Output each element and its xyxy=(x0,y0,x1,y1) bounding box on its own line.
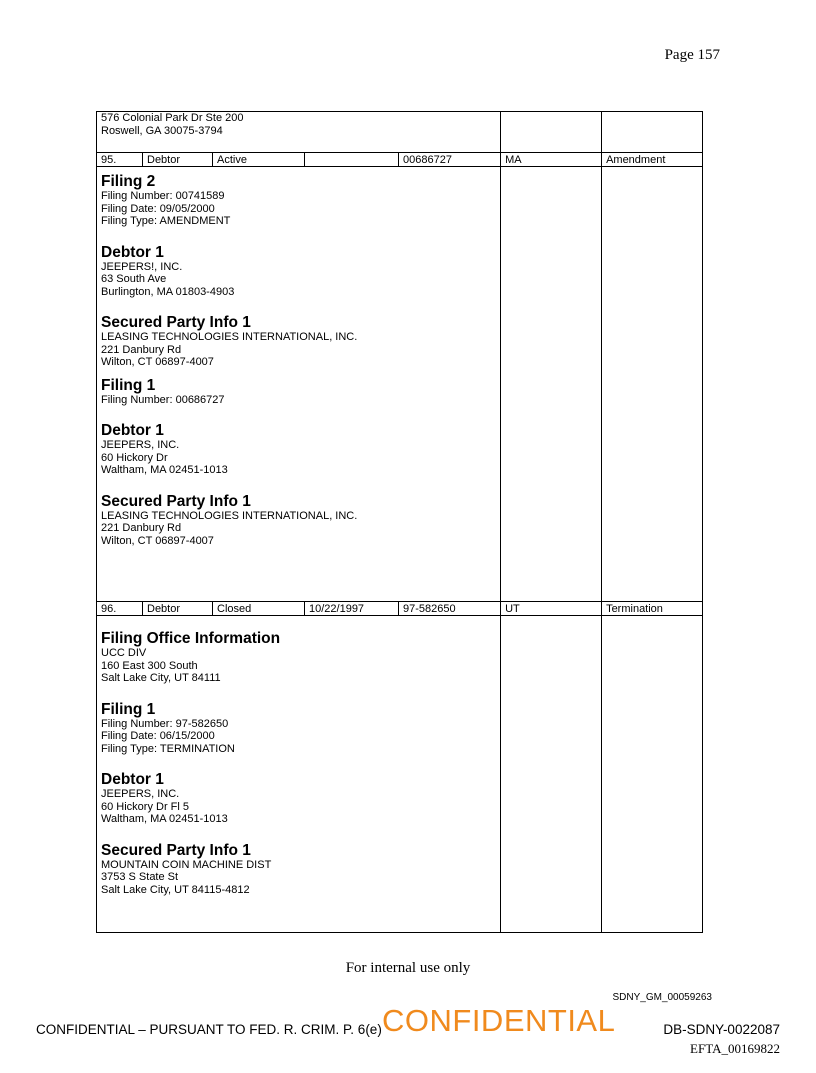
record-state: UT xyxy=(501,602,602,616)
record-type: Termination xyxy=(602,602,703,616)
section-line: LEASING TECHNOLOGIES INTERNATIONAL, INC. xyxy=(101,509,358,522)
section-line: 60 Hickory Dr Fl 5 xyxy=(101,800,190,813)
section-line: 60 Hickory Dr xyxy=(101,451,168,464)
internal-use-notice: For internal use only xyxy=(345,960,471,976)
section-heading: Secured Party Info 1 xyxy=(101,841,251,859)
efta-number: EFTA_00169822 xyxy=(690,1041,780,1056)
confidential-stamp: CONFIDENTIAL xyxy=(382,1003,616,1038)
record-role: Debtor xyxy=(143,153,213,167)
record-details xyxy=(97,167,501,602)
section-heading: Filing Office Information xyxy=(101,630,281,647)
blank-cell xyxy=(602,167,703,602)
address-line: 576 Colonial Park Dr Ste 200 xyxy=(101,112,244,124)
detail-section xyxy=(101,701,496,756)
section-line: Filing Type: TERMINATION xyxy=(101,742,235,755)
section-line: 63 South Ave xyxy=(101,273,167,285)
blank-cell xyxy=(501,616,602,933)
section-line: Burlington, MA 01803-4903 xyxy=(101,285,235,298)
section-heading: Secured Party Info 1 xyxy=(101,314,251,331)
record-date xyxy=(305,153,399,167)
sdny-bates-number: SDNY_GM_00059263 xyxy=(612,992,712,1003)
carryover-row xyxy=(97,112,703,153)
section-heading: Filing 1 xyxy=(101,376,156,394)
section-line: JEEPERS!, INC. xyxy=(101,260,183,273)
record-row-96 xyxy=(97,602,703,616)
detail-section xyxy=(101,493,496,548)
detail-section xyxy=(101,422,496,477)
blank-cell xyxy=(602,616,703,933)
section-line: LEASING TECHNOLOGIES INTERNATIONAL, INC. xyxy=(101,331,358,343)
section-line: Salt Lake City, UT 84115-4812 xyxy=(101,883,250,896)
detail-section xyxy=(101,842,496,897)
record-number: 96. xyxy=(97,602,143,616)
section-line: MOUNTAIN COIN MACHINE DIST xyxy=(101,858,272,871)
detail-section xyxy=(101,244,496,299)
section-line: 3753 S State St xyxy=(101,871,179,883)
section-line: UCC DIV xyxy=(101,647,147,659)
section-line: Wilton, CT 06897-4007 xyxy=(101,534,214,547)
record-file-number: 97-582650 xyxy=(399,602,501,616)
section-line: Filing Number: 00741589 xyxy=(101,190,225,202)
section-line: 221 Danbury Rd xyxy=(101,522,182,534)
record-role: Debtor xyxy=(143,602,213,616)
section-line: Filing Date: 09/05/2000 xyxy=(101,202,215,215)
section-heading: Debtor 1 xyxy=(101,771,164,788)
section-line: JEEPERS, INC. xyxy=(101,788,180,800)
db-bates-number: DB-SDNY-0022087 xyxy=(663,1022,780,1037)
section-line: 221 Danbury Rd xyxy=(101,343,182,356)
detail-section xyxy=(101,630,496,685)
section-heading: Filing 2 xyxy=(101,173,156,190)
confidential-notice: CONFIDENTIAL – PURSUANT TO FED. R. CRIM. P. 6(e) xyxy=(36,1022,382,1037)
section-line: Filing Number: 00686727 xyxy=(101,393,225,406)
section-line: Salt Lake City, UT 84111 xyxy=(101,672,221,684)
section-line: 160 East 300 South xyxy=(101,659,198,672)
record-type: Amendment xyxy=(602,153,703,167)
record-details xyxy=(97,616,501,933)
section-heading: Secured Party Info 1 xyxy=(101,492,251,510)
record-row-95 xyxy=(97,153,703,167)
detail-section xyxy=(101,173,496,228)
record-date: 10/22/1997 xyxy=(305,602,399,616)
record-number: 95. xyxy=(97,153,143,167)
blank-cell xyxy=(501,167,602,602)
carryover-address xyxy=(97,112,501,153)
section-line: Waltham, MA 02451-1013 xyxy=(101,464,228,476)
record-file-number: 00686727 xyxy=(399,153,501,167)
record-detail-96 xyxy=(97,616,703,933)
address-line: Roswell, GA 30075-3794 xyxy=(101,124,223,137)
section-line: Filing Date: 06/15/2000 xyxy=(101,730,215,742)
record-status: Active xyxy=(213,153,305,167)
blank-cell xyxy=(602,112,703,153)
section-line: JEEPERS, INC. xyxy=(101,439,180,451)
section-line: Filing Number: 97-582650 xyxy=(101,717,229,730)
detail-section xyxy=(101,314,496,369)
section-heading: Debtor 1 xyxy=(101,243,164,261)
section-line: Filing Type: AMENDMENT xyxy=(101,215,231,227)
detail-section xyxy=(101,377,496,407)
record-status: Closed xyxy=(213,602,305,616)
record-state: MA xyxy=(501,153,602,167)
ucc-filings-table xyxy=(96,111,703,933)
detail-section xyxy=(101,771,496,826)
section-line: Wilton, CT 06897-4007 xyxy=(101,356,214,368)
blank-cell xyxy=(501,112,602,153)
section-line: Waltham, MA 02451-1013 xyxy=(101,813,228,825)
section-heading: Filing 1 xyxy=(101,700,156,718)
record-detail-95 xyxy=(97,167,703,602)
section-heading: Debtor 1 xyxy=(101,422,164,439)
page-number: Page 157 xyxy=(664,47,720,63)
